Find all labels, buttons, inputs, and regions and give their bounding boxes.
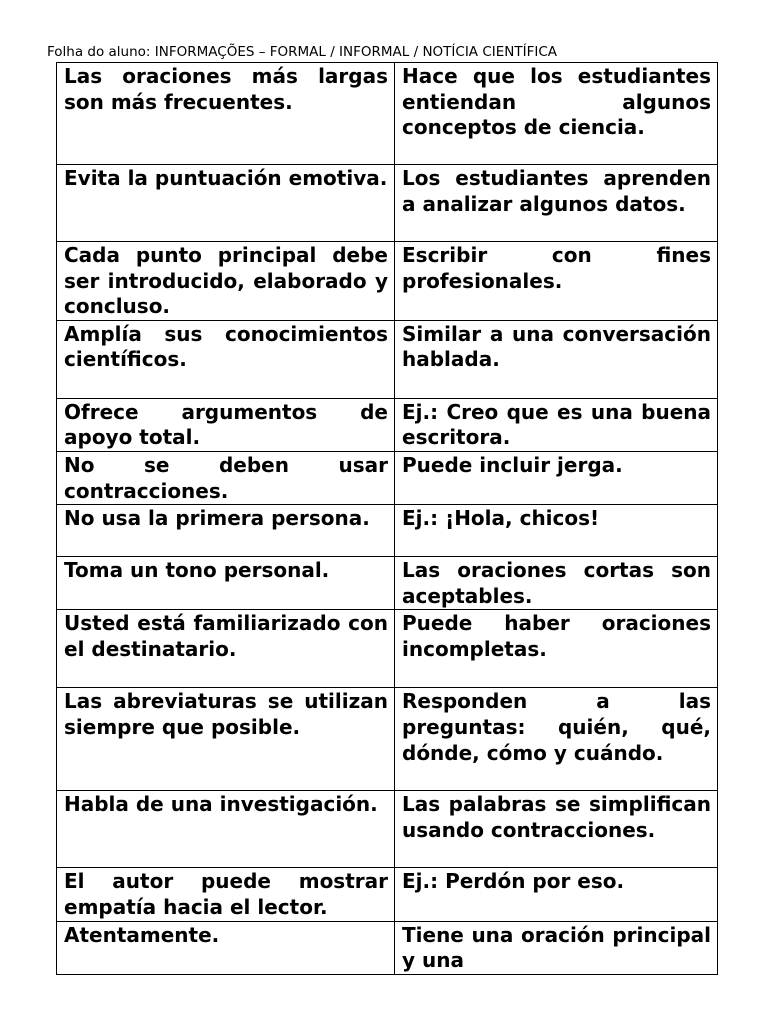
table-cell-right: Ej.: Perdón por eso.: [395, 868, 718, 921]
table-cell-right: Puede incluir jerga.: [395, 451, 718, 504]
table-cell-right: Los estudiantes aprenden a analizar algunos datos.: [395, 165, 718, 242]
table-cell-right: Ej.: Creo que es una buena escritora.: [395, 398, 718, 451]
table-cell-right: Las oraciones cortas son aceptables.: [395, 557, 718, 610]
table-cell-right: Las palabras se simplifican usando contracciones.: [395, 791, 718, 868]
table-row: [57, 505, 718, 557]
table-cell-right: Similar a una conversación hablada.: [395, 320, 718, 398]
table-cell-left: Las oraciones más largas son más frecuentes.: [57, 63, 395, 165]
table-cell-left: Las abreviaturas se utilizan siempre que posible.: [57, 688, 395, 791]
table-cell-right: Escribir con fines profesionales.: [395, 242, 718, 321]
table-row: [57, 165, 718, 242]
table-cell-left: No usa la primera persona.: [57, 505, 395, 557]
table-cell-right: Puede haber oraciones incompletas.: [395, 610, 718, 688]
table-cell-left: El autor puede mostrar empatía hacia el lector.: [57, 868, 395, 921]
table-row: [57, 868, 718, 921]
table-cell-left: Habla de una investigación.: [57, 791, 395, 868]
table-row: [57, 921, 718, 974]
table-row: [57, 398, 718, 451]
table-row: [57, 557, 718, 610]
table-row: [57, 791, 718, 868]
table-cell-left: Amplía sus conocimientos científicos.: [57, 320, 395, 398]
table-row: [57, 610, 718, 688]
table-row: [57, 320, 718, 398]
table-row: [57, 63, 718, 165]
table-cell-left: Toma un tono personal.: [57, 557, 395, 610]
table-cell-right: Ej.: ¡Hola, chicos!: [395, 505, 718, 557]
table-cell-left: No se deben usar contracciones.: [57, 451, 395, 504]
table-cell-left: Ofrece argumentos de apoyo total.: [57, 398, 395, 451]
page-header: Folha do aluno: INFORMAÇÕES – FORMAL / INFORMAL / NOTÍCIA CIENTÍFICA: [47, 44, 558, 60]
table-cell-left: Evita la puntuación emotiva.: [57, 165, 395, 242]
table-row: [57, 688, 718, 791]
table-cell-right: Tiene una oración principal y una: [395, 921, 718, 974]
table-cell-right: Hace que los estudiantes entiendan algunos conceptos de ciencia.: [395, 63, 718, 165]
table-cell-right: Responden a las preguntas: quién, qué, dónde, cómo y cuándo.: [395, 688, 718, 791]
table-cell-left: Usted está familiarizado con el destinatario.: [57, 610, 395, 688]
cards-table: [56, 62, 718, 975]
table-cell-left: Cada punto principal debe ser introducido, elaborado y concluso.: [57, 242, 395, 321]
table-row: [57, 242, 718, 321]
table-cell-left: Atentamente.: [57, 921, 395, 974]
table-row: [57, 451, 718, 504]
